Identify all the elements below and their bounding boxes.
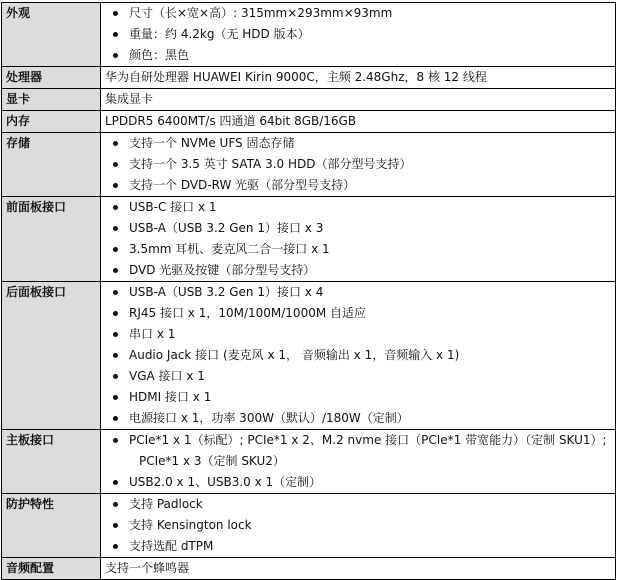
spec-value bbox=[101, 89, 616, 111]
spec-row bbox=[2, 430, 616, 494]
bullet-icon bbox=[113, 353, 118, 358]
bullet-icon bbox=[113, 162, 118, 167]
spec-label: 主板接口 bbox=[2, 430, 101, 494]
bullet-icon bbox=[113, 141, 118, 146]
spec-item-list bbox=[105, 3, 615, 66]
bullet-icon bbox=[113, 183, 118, 188]
spec-row bbox=[2, 197, 616, 282]
spec-item-list bbox=[105, 133, 615, 196]
list-item bbox=[105, 430, 615, 472]
spec-value bbox=[101, 430, 616, 494]
list-item-text: 支持一个 DVD-RW 光驱（部分型号支持） bbox=[129, 178, 356, 192]
list-item-text: USB2.0 x 1、USB3.0 x 1（定制） bbox=[129, 475, 322, 489]
bullet-icon bbox=[113, 268, 118, 273]
list-item-text: 支持选配 dTPM bbox=[129, 539, 214, 553]
list-item bbox=[105, 472, 615, 493]
bullet-icon bbox=[113, 226, 118, 231]
bullet-icon bbox=[113, 290, 118, 295]
list-item bbox=[105, 197, 615, 218]
spec-label: 前面板接口 bbox=[2, 197, 101, 282]
spec-row bbox=[2, 89, 616, 111]
list-item bbox=[105, 45, 615, 66]
list-item bbox=[105, 515, 615, 536]
list-item-text: 支持一个 3.5 英寸 SATA 3.0 HDD（部分型号支持） bbox=[129, 157, 412, 171]
list-item-text: 尺寸（长×宽×高）: 315mm×293mm×93mm bbox=[129, 6, 393, 20]
list-item bbox=[105, 24, 615, 45]
bullet-icon bbox=[113, 395, 118, 400]
spec-value bbox=[101, 494, 616, 558]
spec-label: 内存 bbox=[2, 111, 101, 133]
spec-row bbox=[2, 494, 616, 558]
spec-table-body bbox=[2, 3, 616, 580]
list-item-text: USB-A（USB 3.2 Gen 1）接口 x 4 bbox=[129, 285, 324, 299]
bullet-icon bbox=[113, 32, 118, 37]
list-item bbox=[105, 239, 615, 260]
spec-row bbox=[2, 282, 616, 430]
list-item bbox=[105, 3, 615, 24]
list-item bbox=[105, 260, 615, 281]
spec-label: 外观 bbox=[2, 3, 101, 67]
spec-row bbox=[2, 67, 616, 89]
spec-value bbox=[101, 197, 616, 282]
list-item bbox=[105, 345, 615, 366]
bullet-icon bbox=[113, 11, 118, 16]
spec-label: 防护特性 bbox=[2, 494, 101, 558]
list-item bbox=[105, 387, 615, 408]
list-item bbox=[105, 408, 615, 429]
spec-item-list bbox=[105, 430, 615, 493]
list-item bbox=[105, 218, 615, 239]
list-item bbox=[105, 536, 615, 557]
list-item-text: 颜色：黑色 bbox=[129, 48, 190, 62]
spec-label: 后面板接口 bbox=[2, 282, 101, 430]
list-item bbox=[105, 494, 615, 515]
bullet-icon bbox=[113, 502, 118, 507]
list-item bbox=[105, 175, 615, 196]
list-item bbox=[105, 154, 615, 175]
spec-label: 处理器 bbox=[2, 67, 101, 89]
spec-value bbox=[101, 3, 616, 67]
spec-row bbox=[2, 3, 616, 67]
spec-text: 支持一个蜂鸣器 bbox=[105, 561, 190, 575]
list-item-text: 串口 x 1 bbox=[129, 327, 176, 341]
bullet-icon bbox=[113, 205, 118, 210]
bullet-icon bbox=[113, 332, 118, 337]
bullet-icon bbox=[113, 523, 118, 528]
list-item-text: 支持 Kensington lock bbox=[129, 518, 252, 532]
list-item-text: VGA 接口 x 1 bbox=[129, 369, 205, 383]
bullet-icon bbox=[113, 544, 118, 549]
list-item bbox=[105, 282, 615, 303]
bullet-icon bbox=[113, 374, 118, 379]
list-item-text: DVD 光驱及按键（部分型号支持） bbox=[129, 263, 316, 277]
list-item-text: 支持 Padlock bbox=[129, 497, 203, 511]
spec-item-list bbox=[105, 282, 615, 429]
spec-label: 显卡 bbox=[2, 89, 101, 111]
list-item-text: 支持一个 NVMe UFS 固态存储 bbox=[129, 136, 295, 150]
list-item-text: USB-A（USB 3.2 Gen 1）接口 x 3 bbox=[129, 221, 324, 235]
spec-row bbox=[2, 558, 616, 580]
list-item bbox=[105, 324, 615, 345]
spec-value bbox=[101, 282, 616, 430]
spec-text: 集成显卡 bbox=[105, 92, 154, 106]
spec-label: 音频配置 bbox=[2, 558, 101, 580]
list-item-text: USB-C 接口 x 1 bbox=[129, 200, 217, 214]
spec-text: LPDDR5 6400MT/s 四通道 64bit 8GB/16GB bbox=[105, 114, 357, 128]
bullet-icon bbox=[113, 311, 118, 316]
list-item bbox=[105, 366, 615, 387]
list-item-continuation: PCIe*1 x 3（定制 SKU2） bbox=[139, 454, 285, 468]
list-item-text: 重量：约 4.2kg（无 HDD 版本） bbox=[129, 27, 310, 41]
list-item-text: RJ45 接口 x 1，10M/100M/1000M 自适应 bbox=[129, 306, 367, 320]
list-item-text: HDMI 接口 x 1 bbox=[129, 390, 212, 404]
spec-text: 华为自研处理器 HUAWEI Kirin 9000C，主频 2.48Ghz，8 核 12 线程 bbox=[105, 70, 487, 84]
spec-value bbox=[101, 558, 616, 580]
bullet-icon bbox=[113, 247, 118, 252]
spec-table bbox=[1, 2, 616, 580]
list-item-text: 3.5mm 耳机、麦克风二合一接口 x 1 bbox=[129, 242, 330, 256]
bullet-icon bbox=[113, 438, 118, 443]
spec-item-list bbox=[105, 197, 615, 281]
list-item bbox=[105, 303, 615, 324]
spec-row bbox=[2, 133, 616, 197]
list-item-text: PCIe*1 x 1（标配）; PCIe*1 x 2、M.2 nvme 接口（PCIe*1 带宽能力）（定制 SKU1）; bbox=[129, 433, 607, 447]
bullet-icon bbox=[113, 53, 118, 58]
bullet-icon bbox=[113, 480, 118, 485]
bullet-icon bbox=[113, 416, 118, 421]
list-item bbox=[105, 133, 615, 154]
spec-item-list bbox=[105, 494, 615, 557]
spec-row bbox=[2, 111, 616, 133]
spec-value bbox=[101, 67, 616, 89]
spec-value bbox=[101, 133, 616, 197]
list-item-text: Audio Jack 接口 (麦克风 x 1， 音频输出 x 1，音频输入 x 1) bbox=[129, 348, 460, 362]
list-item-text: 电源接口 x 1，功率 300W（默认）/180W（定制） bbox=[129, 411, 409, 425]
spec-label: 存储 bbox=[2, 133, 101, 197]
spec-value bbox=[101, 111, 616, 133]
